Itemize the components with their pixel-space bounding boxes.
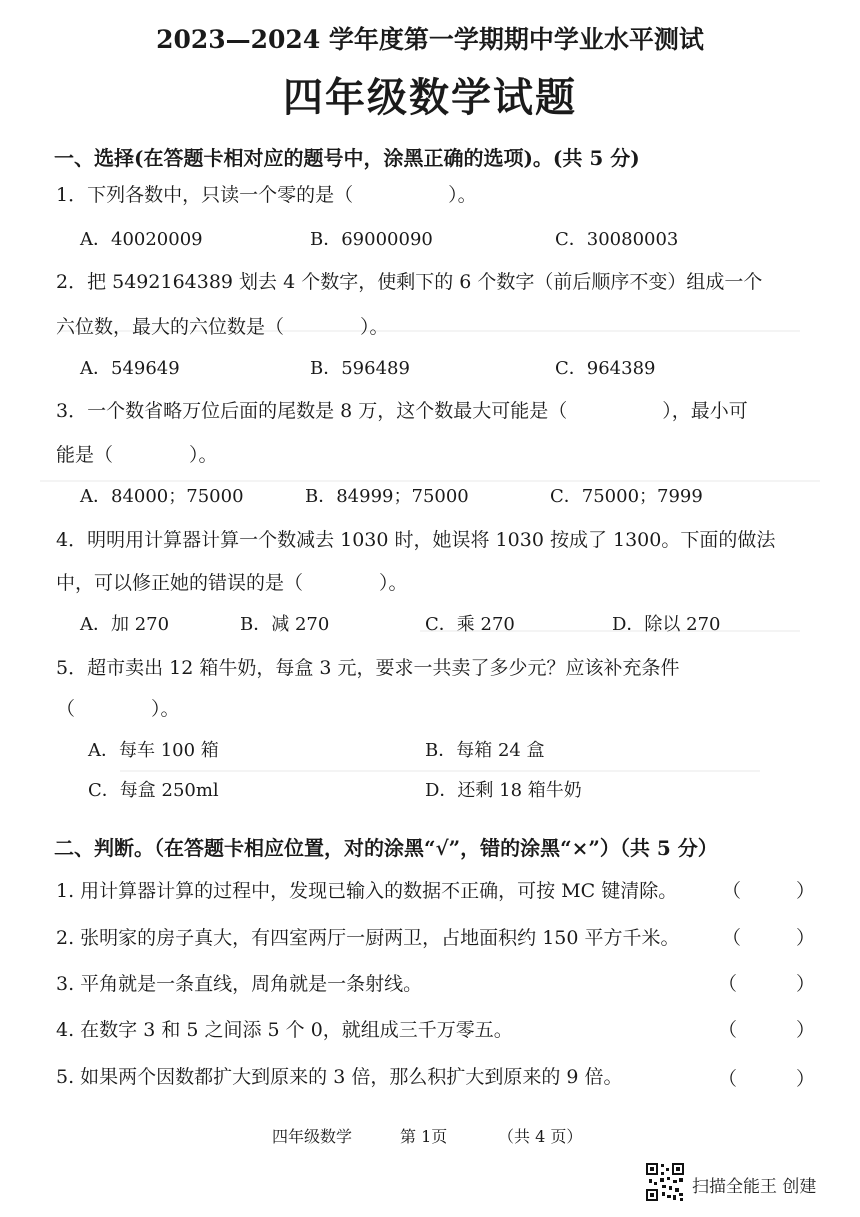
judge-item-5: 5. 如果两个因数都扩大到原来的 3 倍，那么积扩大到原来的 9 倍。 <box>56 1066 623 1088</box>
q2-option-c: C．964389 <box>555 358 656 379</box>
q2-line1: 2．把 5492164389 划去 4 个数字，使剩下的 6 个数字（前后顺序不变）组成一个 <box>56 271 763 293</box>
judge-item-2-paren-open: （ <box>722 927 742 949</box>
q5-option-d: D．还剩 18 箱牛奶 <box>425 780 582 801</box>
main-title: 四年级数学试题 <box>283 74 577 121</box>
judge-item-3-paren-open: （ <box>718 973 738 995</box>
q3-option-b: B．84999；75000 <box>305 486 469 507</box>
judge-item-5-paren-close: ） <box>796 1068 816 1090</box>
q4-line2: 中，可以修正她的错误的是（ ）。 <box>56 572 408 594</box>
footer-subject: 四年级数学 <box>272 1127 353 1146</box>
q3-line1: 3．一个数省略万位后面的尾数是 8 万，这个数最大可能是（ ），最小可 <box>56 400 748 422</box>
q4-option-c: C．乘 270 <box>425 614 515 635</box>
section1-heading: 一、选择(在答题卡相对应的题号中，涂黑正确的选项)。(共 5 分) <box>54 146 640 170</box>
q4-option-b: B．减 270 <box>240 614 330 635</box>
q2-option-a: A．549649 <box>80 358 180 379</box>
judge-item-4-paren-close: ） <box>796 1019 816 1041</box>
bleed-through-line <box>120 770 760 772</box>
scanner-watermark-text: 扫描全能王 创建 <box>692 1177 817 1197</box>
q2-option-b: B．596489 <box>310 358 410 379</box>
judge-item-4-paren-open: （ <box>718 1019 738 1041</box>
judge-item-3-paren-close: ） <box>796 973 816 995</box>
q2-line2: 六位数，最大的六位数是（ ）。 <box>56 316 389 338</box>
exam-title: 2023—2024 学年度第一学期期中学业水平测试 <box>156 25 704 54</box>
q3-line2: 能是（ ）。 <box>56 444 218 466</box>
q5-line1: 5．超市卖出 12 箱牛奶，每盒 3 元，要求一共卖了多少元？应该补充条件 <box>56 657 680 679</box>
q1-text: 1．下列各数中，只读一个零的是（ ）。 <box>56 184 477 206</box>
q3-option-a: A．84000；75000 <box>80 486 244 507</box>
q4-line1: 4．明明用计算器计算一个数减去 1030 时，她误将 1030 按成了 1300。下面的做法 <box>56 529 776 551</box>
q4-option-d: D．除以 270 <box>612 614 721 635</box>
footer-page: 第 1页 <box>400 1127 448 1146</box>
judge-item-5-paren-open: （ <box>718 1068 738 1090</box>
q4-option-a: A．加 270 <box>80 614 170 635</box>
q1-option-c: C．30080003 <box>555 229 679 250</box>
judge-item-2-paren-close: ） <box>796 927 816 949</box>
judge-item-1-paren-close: ） <box>796 880 816 902</box>
q3-option-c: C．75000；7999 <box>550 486 703 507</box>
q1-option-a: A．40020009 <box>80 229 203 250</box>
q5-option-b: B．每箱 24 盒 <box>425 740 545 761</box>
q5-option-c: C．每盒 250ml <box>88 780 219 801</box>
section2-heading: 二、判断。（在答题卡相应位置，对的涂黑“√”，错的涂黑“×”）（共 5 分） <box>54 836 718 860</box>
q5-line2: （ ）。 <box>56 698 180 720</box>
judge-item-4: 4. 在数字 3 和 5 之间添 5 个 0，就组成三千万零五。 <box>56 1019 513 1041</box>
judge-item-3: 3. 平角就是一条直线，周角就是一条射线。 <box>56 973 423 995</box>
footer-total: （共 4 页） <box>498 1127 583 1146</box>
judge-item-1: 1. 用计算器计算的过程中，发现已输入的数据不正确，可按 MC 键清除。 <box>56 880 678 902</box>
q5-option-a: A．每车 100 箱 <box>88 740 219 761</box>
judge-item-2: 2. 张明家的房子真大，有四室两厅一厨两卫，占地面积约 150 平方千米。 <box>56 927 680 949</box>
qr-code-icon <box>645 1162 685 1202</box>
judge-item-1-paren-open: （ <box>722 880 742 902</box>
q1-option-b: B．69000090 <box>310 229 433 250</box>
